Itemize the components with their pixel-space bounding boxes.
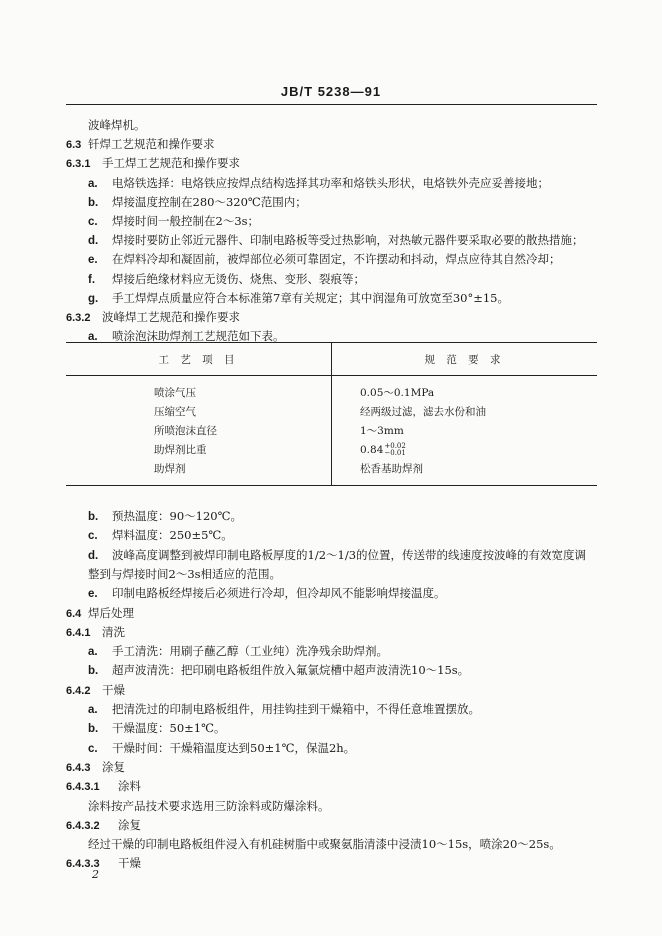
table-cell-item: 压缩空气 <box>66 402 332 421</box>
line-text: 波峰焊工艺规范和操作要求 <box>102 310 240 324</box>
list-item <box>88 585 446 602</box>
table-cell-requirement: 经两级过滤，滤去水份和油 <box>360 406 486 418</box>
specific-gravity-value: 0.84 <box>360 443 384 456</box>
section-heading <box>66 155 240 172</box>
list-item-label: b. <box>88 665 99 678</box>
line-text: 手工焊焊点质量应符合本标准第7章有关规定；其中润湿角可放宽至30°±15。 <box>112 290 509 305</box>
line-text: 经过干燥的印制电路板组件浸入有机硅树脂中或聚氨脂清漆中浸渍10～15s，喷涂20～25s。 <box>88 837 561 852</box>
section-heading <box>66 624 125 641</box>
line-text: 波峰焊机。 <box>88 118 146 132</box>
list-item-label: c. <box>88 530 98 543</box>
line-text: 手工焊工艺规范和操作要求 <box>102 156 240 171</box>
section-number: 6.3.1 <box>66 158 91 171</box>
line-text: 清洗 <box>102 624 125 639</box>
line-text: 焊接后绝缘材料应无烫伤、烧焦、变形、裂痕等； <box>112 271 365 286</box>
line-text: 焊料温度：250±5℃。 <box>112 528 233 543</box>
paragraph-line <box>88 798 330 814</box>
line-text: 涂料按产品技术要求选用三防涂料或防爆涂料。 <box>88 798 330 813</box>
line-text: 干燥 <box>102 682 125 697</box>
list-item <box>88 271 365 288</box>
list-item-label: b. <box>88 723 99 736</box>
line-text: 干燥温度：50±1℃。 <box>112 721 226 736</box>
flux-spec-table <box>66 342 597 486</box>
line-text: 干燥时间：干燥箱温度达到50±1℃，保温2h。 <box>112 740 356 755</box>
line-text: 涂复 <box>102 759 125 774</box>
section-number: 6.4.1 <box>66 626 91 639</box>
table-cell-requirement: 1～3mm <box>360 425 404 437</box>
list-item-label: a. <box>88 646 98 659</box>
section-number: 6.3 <box>66 139 82 152</box>
list-item <box>88 527 233 544</box>
column-header-requirement: 规 范 要 求 <box>332 343 598 376</box>
table-cell-item: 助焊剂 <box>66 459 332 486</box>
list-item <box>88 643 388 660</box>
table-cell-requirement: 0.05～0.1MPa <box>360 387 435 399</box>
section-heading <box>66 605 134 622</box>
paragraph-line <box>88 566 281 582</box>
table-row <box>66 459 597 486</box>
table-header-row <box>66 343 597 376</box>
tolerance-plus: +0.02 <box>384 441 406 450</box>
section-number: 6.4.2 <box>66 684 91 697</box>
line-text: 焊接温度控制在280～320℃范围内； <box>112 194 307 209</box>
list-item <box>88 232 584 249</box>
line-text: 焊接时要防止邻近元器件、印制电路板等受过热影响，对热敏元器件要采取必要的散热措施； <box>112 233 584 248</box>
list-item-label: c. <box>88 742 98 755</box>
table-cell-item: 助焊剂比重 <box>66 440 332 459</box>
table-cell-requirement: 松香基助焊剂 <box>332 459 598 486</box>
line-text: 印制电路板经焊接后必须进行冷却，但冷却风不能影响焊接温度。 <box>112 586 446 601</box>
table-cell-requirement <box>332 440 598 459</box>
table-row <box>66 440 597 459</box>
tolerance-minus: −0.01 <box>384 448 406 457</box>
table-row <box>66 402 597 421</box>
section-heading <box>66 817 141 834</box>
section-heading <box>66 778 141 795</box>
list-item-label: c. <box>88 216 98 228</box>
table-row <box>66 376 597 403</box>
line-text: 焊后处理 <box>88 605 134 620</box>
table-cell-item: 喷涂气压 <box>66 376 332 403</box>
section-heading <box>66 759 125 776</box>
list-item-label: b. <box>88 196 99 209</box>
list-item-label: e. <box>88 254 98 267</box>
list-item <box>88 251 561 268</box>
section-number: 6.4.3.1 <box>66 781 100 794</box>
line-text: 焊接时间一般控制在2～3s； <box>112 214 260 228</box>
list-item <box>88 720 225 737</box>
line-text: 手工清洗：用刷子蘸乙醇（工业纯）洗净残余助焊剂。 <box>112 644 388 659</box>
list-item-label: e. <box>88 588 98 601</box>
list-item <box>88 508 242 525</box>
list-item-label: g. <box>88 292 99 305</box>
section-number: 6.4 <box>66 607 82 620</box>
line-text: 波峰高度调整到被焊印制电路板厚度的1/2～1/3的位置，传送带的线速度按波峰的有效宽度调 <box>112 547 587 562</box>
table-row <box>66 421 597 440</box>
list-item-label: b. <box>88 511 99 523</box>
line-text: 在焊料冷却和凝固前，被焊部位必须可靠固定，不许摆动和抖动，焊点应待其自然冷却； <box>112 252 561 267</box>
list-item-label: a. <box>88 177 98 190</box>
list-item <box>88 194 307 211</box>
list-item <box>88 547 586 564</box>
page-number: 2 <box>92 868 99 881</box>
column-header-item: 工 艺 项 目 <box>66 343 332 376</box>
paragraph-line <box>88 836 561 852</box>
line-text: 干燥 <box>118 856 141 871</box>
paragraph-line <box>88 117 146 133</box>
section-heading <box>66 136 215 153</box>
line-text: 钎焊工艺规范和操作要求 <box>88 137 215 152</box>
section-number: 6.4.3.2 <box>66 819 100 832</box>
list-item <box>88 290 509 307</box>
section-heading <box>66 855 141 872</box>
section-heading <box>66 309 240 326</box>
list-item-label: d. <box>88 235 99 248</box>
line-text: 喷涂泡沫助焊剂工艺规范如下表。 <box>112 329 285 344</box>
line-text: 超声波清洗：把印刷电路板组件放入氟氯烷槽中超声波清洗10～15s。 <box>112 663 470 678</box>
list-item-label: a. <box>88 331 98 344</box>
line-text: 涂复 <box>118 817 141 832</box>
section-number: 6.4.3 <box>66 761 91 774</box>
line-text: 预热温度：90～120℃。 <box>112 509 242 523</box>
page-header: JB/T 5238—91 <box>280 84 382 99</box>
list-item <box>88 662 469 679</box>
line-text: 电烙铁选择：电烙铁应按焊点结构选择其功率和烙铁头形状，电烙铁外壳应妥善接地； <box>112 175 549 190</box>
section-number: 6.3.2 <box>66 312 91 324</box>
header-rule <box>66 104 597 105</box>
list-item-label: a. <box>88 704 98 716</box>
list-item <box>88 701 480 718</box>
list-item-label: d. <box>88 549 99 562</box>
table-cell-item: 所喷泡沫直径 <box>66 421 332 440</box>
line-text: 把清洗过的印制电路板组件，用挂钩挂到干燥箱中，不得任意堆置摆放。 <box>112 702 480 716</box>
line-text: 整到与焊接时间2～3s相适应的范围。 <box>88 566 282 581</box>
list-item-label: f. <box>88 273 96 286</box>
section-heading <box>66 682 125 699</box>
section-number: 6.4.3.3 <box>66 858 100 871</box>
list-item <box>88 740 355 757</box>
list-item <box>88 175 549 192</box>
tolerance <box>384 443 405 457</box>
line-text: 涂料 <box>118 779 141 794</box>
list-item <box>88 213 259 230</box>
